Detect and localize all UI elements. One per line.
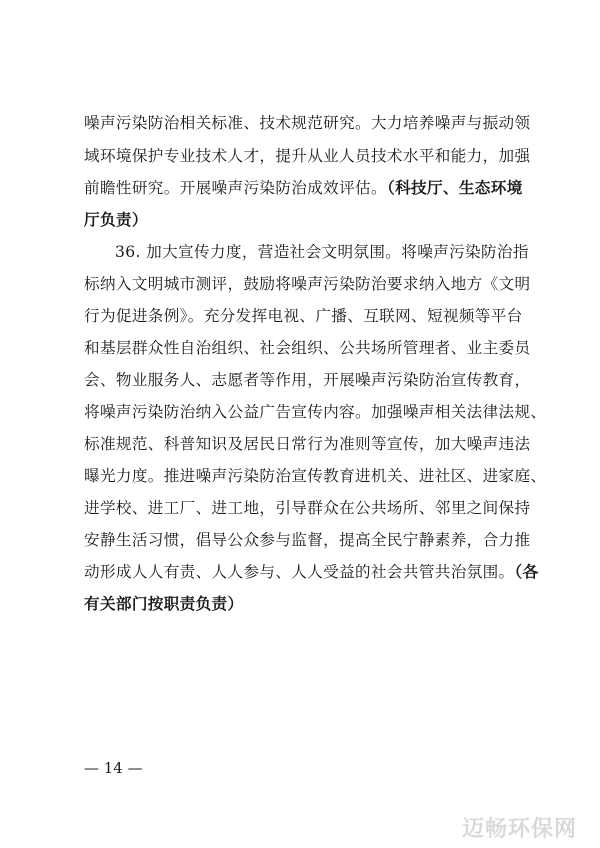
text-line xyxy=(84,338,530,358)
text-line xyxy=(84,402,546,422)
text-line xyxy=(84,210,148,230)
text-run: 前瞻性研究。开展噪声污染防治成效评估。 xyxy=(84,179,387,197)
text-line xyxy=(84,594,243,614)
text-run: 噪声污染防治相关标准、技术规范研究。大力培养噪声与振动领 xyxy=(84,114,531,132)
paragraph-start-line xyxy=(115,242,529,262)
text-line xyxy=(84,498,530,518)
text-run: 行为促进条例》。充分发挥电视、广播、互联网、短视频等平台 xyxy=(84,307,523,325)
text-run-bold: 有关部门按职责负责） xyxy=(84,594,244,613)
text-run: 动形成人人有责、人人参与、人人受益的社会共管共治氛围。 xyxy=(84,563,515,581)
text-run-bold: 厅负责） xyxy=(84,210,148,229)
text-line xyxy=(84,434,530,454)
text-line xyxy=(84,146,530,166)
text-run: 36. 加大宣传力度，营造社会文明氛围。将噪声污染防治指 xyxy=(115,243,529,261)
text-run-bold: （科技厅、生态环境 xyxy=(386,178,523,197)
text-line xyxy=(84,306,523,326)
page-number: — 14 — xyxy=(84,759,143,777)
text-line xyxy=(84,466,546,486)
text-run: 曝光力度。推进噪声污染防治宣传教育进机关、进社区、进家庭、 xyxy=(84,467,547,485)
text-run: 标纳入文明城市测评，鼓励将噪声污染防治要求纳入地方《文明 xyxy=(84,275,531,293)
text-line xyxy=(84,370,530,390)
watermark: 迈畅环保网 xyxy=(462,817,578,842)
text-run: 将噪声污染防治纳入公益广告宣传内容。加强噪声相关法律法规、 xyxy=(84,403,547,421)
text-line xyxy=(84,178,523,198)
text-line xyxy=(84,562,539,582)
text-run: 进学校、进工厂、进工地，引导群众在公共场所、邻里之间保持 xyxy=(84,499,531,517)
text-run: 安静生活习惯，倡导公众参与监督，提高全民宁静素养，合力推 xyxy=(84,531,531,549)
text-run-bold: （各 xyxy=(514,562,539,581)
text-run: 和基层群众性自治组织、社会组织、公共场所管理者、业主委员 xyxy=(84,339,531,357)
text-line xyxy=(84,113,530,133)
text-line xyxy=(84,530,530,550)
text-run: 域环境保护专业技术人才，提升从业人员技术水平和能力，加强 xyxy=(84,147,531,165)
text-run: 标准规范、科普知识及居民日常行为准则等宣传，加大噪声违法 xyxy=(84,435,531,453)
text-line xyxy=(84,274,530,294)
text-run: 会、物业服务人、志愿者等作用，开展噪声污染防治宣传教育， xyxy=(84,371,531,389)
